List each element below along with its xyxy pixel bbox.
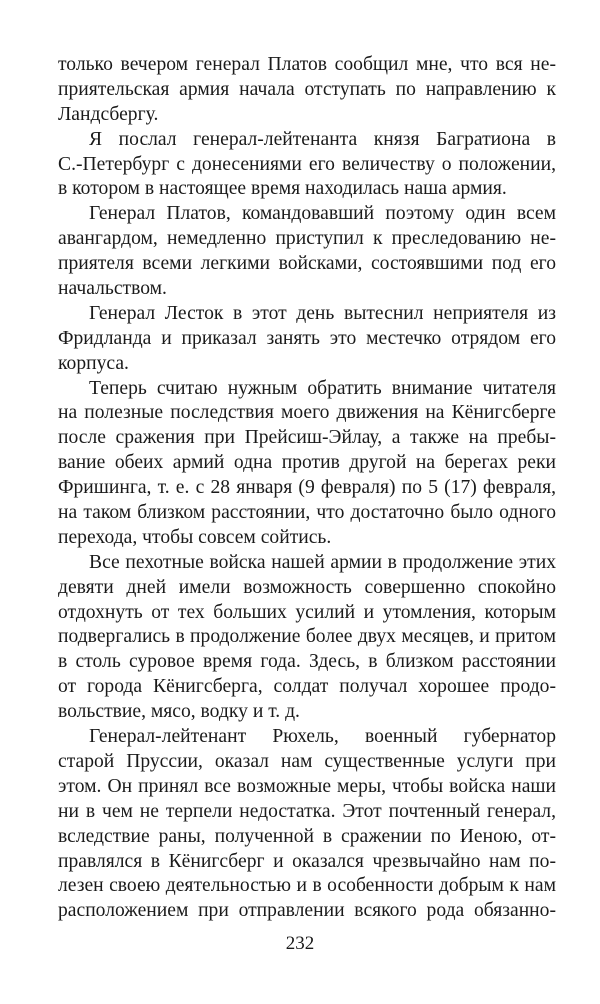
text-line: после сражения при Прейсиш-Эйлау, а также на пребы-: [58, 427, 556, 449]
text-line: Генерал-лейтенант Рюхель, военный губернатор: [89, 726, 556, 748]
text-line: на таком близком расстоянии, что достаточно было одного: [58, 502, 556, 524]
paragraph: [58, 202, 556, 302]
text-line: авангардом, немедленно приступил к преследованию не-: [58, 228, 556, 250]
text-line: начальством.: [58, 278, 167, 300]
text-line: старой Пруссии, оказал нам существенные услуги при: [58, 750, 556, 772]
text-line: Ландсбергу.: [58, 103, 159, 125]
body-text: [58, 53, 556, 924]
text-line: только вечером генерал Платов сообщил мне, что вся не-: [58, 54, 556, 75]
paragraph: [58, 128, 556, 203]
paragraph: [58, 377, 556, 551]
text-line: в котором в настоящее время находилась наша армия.: [58, 178, 507, 200]
text-line: отдохнуть от тех больших усилий и утомления, которым: [58, 601, 556, 623]
paragraph: [58, 551, 556, 725]
paragraph: [58, 725, 556, 924]
text-line: девяти дней имели возможность совершенно спокойно: [58, 576, 556, 598]
text-line: Генерал Лесток в этот день вытеснил неприятеля из: [89, 302, 556, 324]
text-line: Я послал генерал-лейтенанта князя Багратиона в: [89, 128, 556, 150]
text-line: расположением при отправлении всякого рода обязанно-: [58, 900, 556, 922]
text-line: этом. Он принял все возможные меры, чтобы войска наши: [58, 775, 556, 797]
paragraph: [58, 53, 556, 128]
text-line: приятеля всеми легкими войсками, состоявшими под его: [58, 253, 556, 275]
text-line: вследствие раны, полученной в сражении по Иеною, от-: [58, 825, 556, 847]
paragraph: [58, 302, 556, 377]
text-line: вание обеих армий одна против другой на берегах реки: [58, 452, 556, 474]
text-line: перехода, чтобы совсем сойтись.: [58, 526, 332, 548]
text-line: Все пехотные войска нашей армии в продолжение этих: [89, 551, 556, 573]
text-line: в столь суровое время года. Здесь, в близком расстоянии: [58, 651, 556, 673]
text-line: Генерал Платов, командовавший поэтому один всем: [89, 203, 556, 225]
text-line: лезен своею деятельностью и в особенности добрым к нам: [58, 875, 556, 897]
text-line: вольствие, мясо, водку и т. д.: [58, 701, 300, 723]
text-line: Фридланда и приказал занять это местечко отрядом его: [58, 327, 556, 349]
text-line: подвергались в продолжение более двух месяцев, и притом: [58, 626, 556, 648]
text-line: приятельская армия начала отступать по направлению к: [58, 78, 556, 100]
text-line: Теперь считаю нужным обратить внимание читателя: [89, 377, 556, 399]
text-line: на полезные последствия моего движения на Кёнигсберге: [58, 402, 556, 424]
text-line: от города Кёнигсберга, солдат получал хорошее продо-: [58, 676, 556, 698]
text-line: С.-Петербург с донесениями его величеству о положении,: [58, 153, 556, 175]
text-line: правлялся в Кёнигсберг и оказался чрезвычайно нам по-: [58, 850, 556, 872]
text-line: корпуса.: [58, 352, 129, 374]
page-number: 232: [285, 933, 315, 954]
text-line: Фришинга, т. е. с 28 января (9 февраля) по 5 (17) февраля,: [58, 477, 556, 499]
text-line: ни в чем не терпели недостатка. Этот почтенный генерал,: [58, 800, 556, 822]
